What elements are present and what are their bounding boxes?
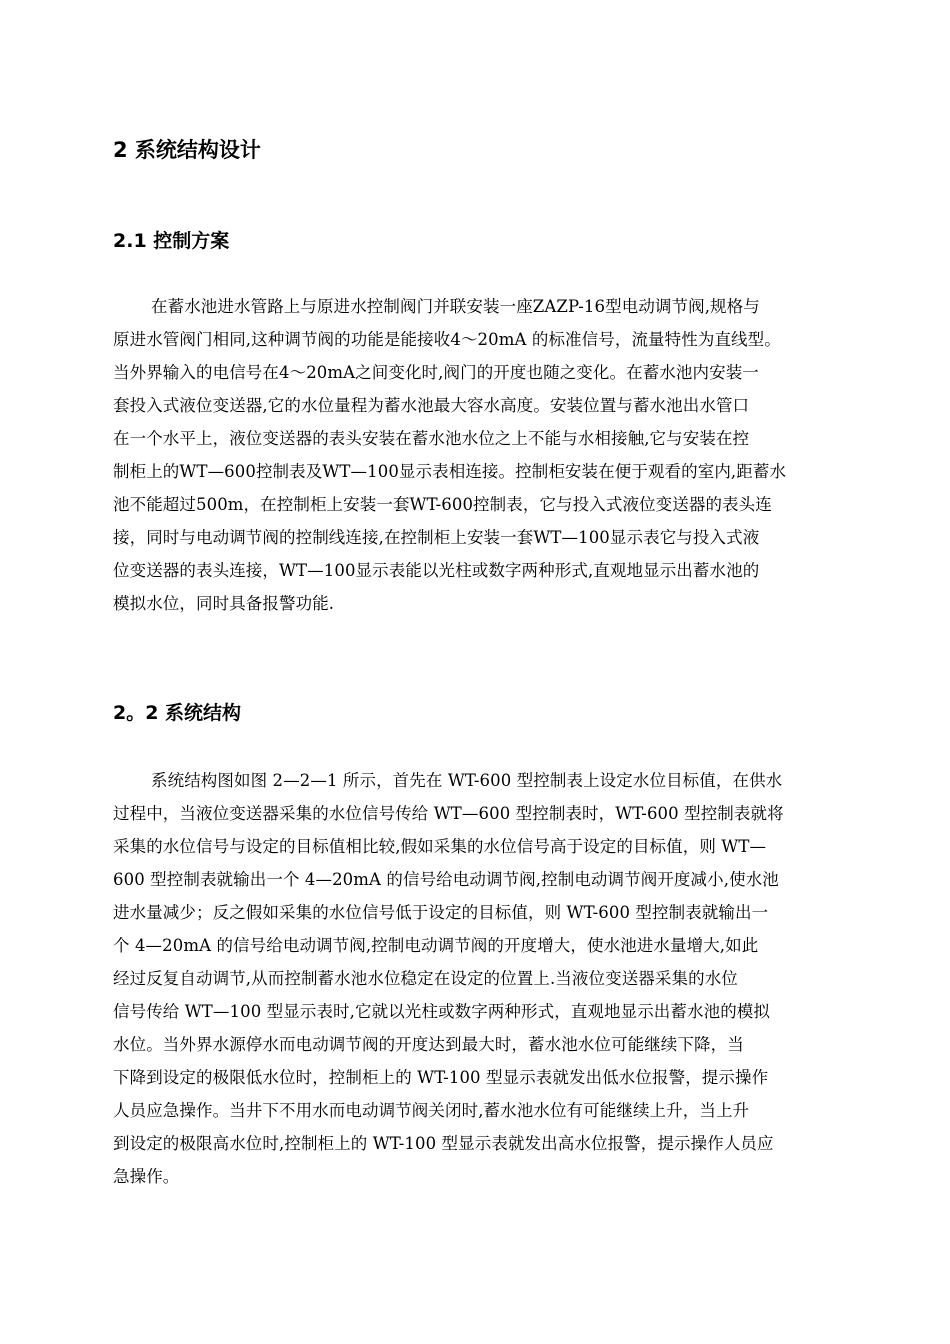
paragraph-control-scheme bbox=[113, 290, 853, 620]
paragraph-line: 模拟水位，同时具备报警功能. bbox=[113, 594, 335, 613]
paragraph-line: 过程中，当液位变送器采集的水位信号传给 WT—600 型控制表时，WT-600 型控制表就将 bbox=[113, 804, 784, 823]
paragraph-line: 经过反复自动调节,从而控制蓄水池水位稳定在设定的位置上.当液位变送器采集的水位 bbox=[113, 969, 738, 988]
paragraph-line: 在一个水平上，液位变送器的表头安装在蓄水池水位之上不能与水相接触,它与安装在控 bbox=[113, 429, 750, 448]
paragraph-line: 进水量减少；反之假如采集的水位信号低于设定的目标值，则 WT-600 型控制表就输出一 bbox=[113, 903, 769, 922]
paragraph-line: 制柜上的WT—600控制表及WT—100显示表相连接。控制柜安装在便于观看的室内,距蓄水 bbox=[113, 462, 787, 481]
paragraph-line: 接，同时与电动调节阀的控制线连接,在控制柜上安装一套WT—100显示表它与投入式液 bbox=[113, 528, 760, 547]
paragraph-line: 个 4—20mA 的信号给电动调节阀,控制电动调节阀的开度增大，使水池进水量增大,如此 bbox=[113, 936, 759, 955]
paragraph-line: 急操作。 bbox=[113, 1167, 180, 1186]
paragraph-line: 采集的水位信号与设定的目标值相比较,假如采集的水位信号高于设定的目标值，则 WT— bbox=[113, 837, 767, 856]
paragraph-line: 下降到设定的极限低水位时，控制柜上的 WT-100 型显示表就发出低水位报警，提示操作 bbox=[113, 1068, 769, 1087]
section-heading-system-structure: 2。2 系统结构 bbox=[113, 702, 242, 724]
paragraph-line: 系统结构图如图 2—2—1 所示，首先在 WT-600 型控制表上设定水位目标值，在供水 bbox=[151, 771, 783, 790]
chapter-heading: 2 系统结构设计 bbox=[113, 138, 261, 162]
paragraph-line: 信号传给 WT—100 型显示表时,它就以光柱或数字两种形式，直观地显示出蓄水池的模拟 bbox=[113, 1002, 770, 1021]
paragraph-line: 在蓄水池进水管路上与原进水控制阀门并联安装一座ZAZP-16型电动调节阀,规格与 bbox=[151, 297, 760, 316]
paragraph-line: 到设定的极限高水位时,控制柜上的 WT-100 型显示表就发出高水位报警，提示操作人员应 bbox=[113, 1134, 774, 1153]
paragraph-line: 人员应急操作。当井下不用水而电动调节阀关闭时,蓄水池水位有可能继续上升，当上升 bbox=[113, 1101, 750, 1120]
section-heading-control-scheme: 2.1 控制方案 bbox=[113, 230, 230, 252]
paragraph-line: 套投入式液位变送器,它的水位量程为蓄水池最大容水高度。安装位置与蓄水池出水管口 bbox=[113, 396, 750, 415]
paragraph-system-structure bbox=[113, 764, 853, 1193]
paragraph-line: 当外界输入的电信号在4～20mA之间变化时,阀门的开度也随之变化。在蓄水池内安装一 bbox=[113, 363, 759, 382]
paragraph-line: 600 型控制表就输出一个 4—20mA 的信号给电动调节阀,控制电动调节阀开度减小,使水池 bbox=[113, 870, 779, 889]
paragraph-line: 水位。当外界水源停水而电动调节阀的开度达到最大时，蓄水池水位可能继续下降，当 bbox=[113, 1035, 744, 1054]
paragraph-line: 原进水管阀门相同,这种调节阀的功能是能接收4～20mA 的标准信号，流量特性为直线型。 bbox=[113, 330, 781, 349]
paragraph-line: 池不能超过500m，在控制柜上安装一套WT-600控制表，它与投入式液位变送器的表头连 bbox=[113, 495, 772, 514]
paragraph-line: 位变送器的表头连接，WT—100显示表能以光柱或数字两种形式,直观地显示出蓄水池的 bbox=[113, 561, 760, 580]
